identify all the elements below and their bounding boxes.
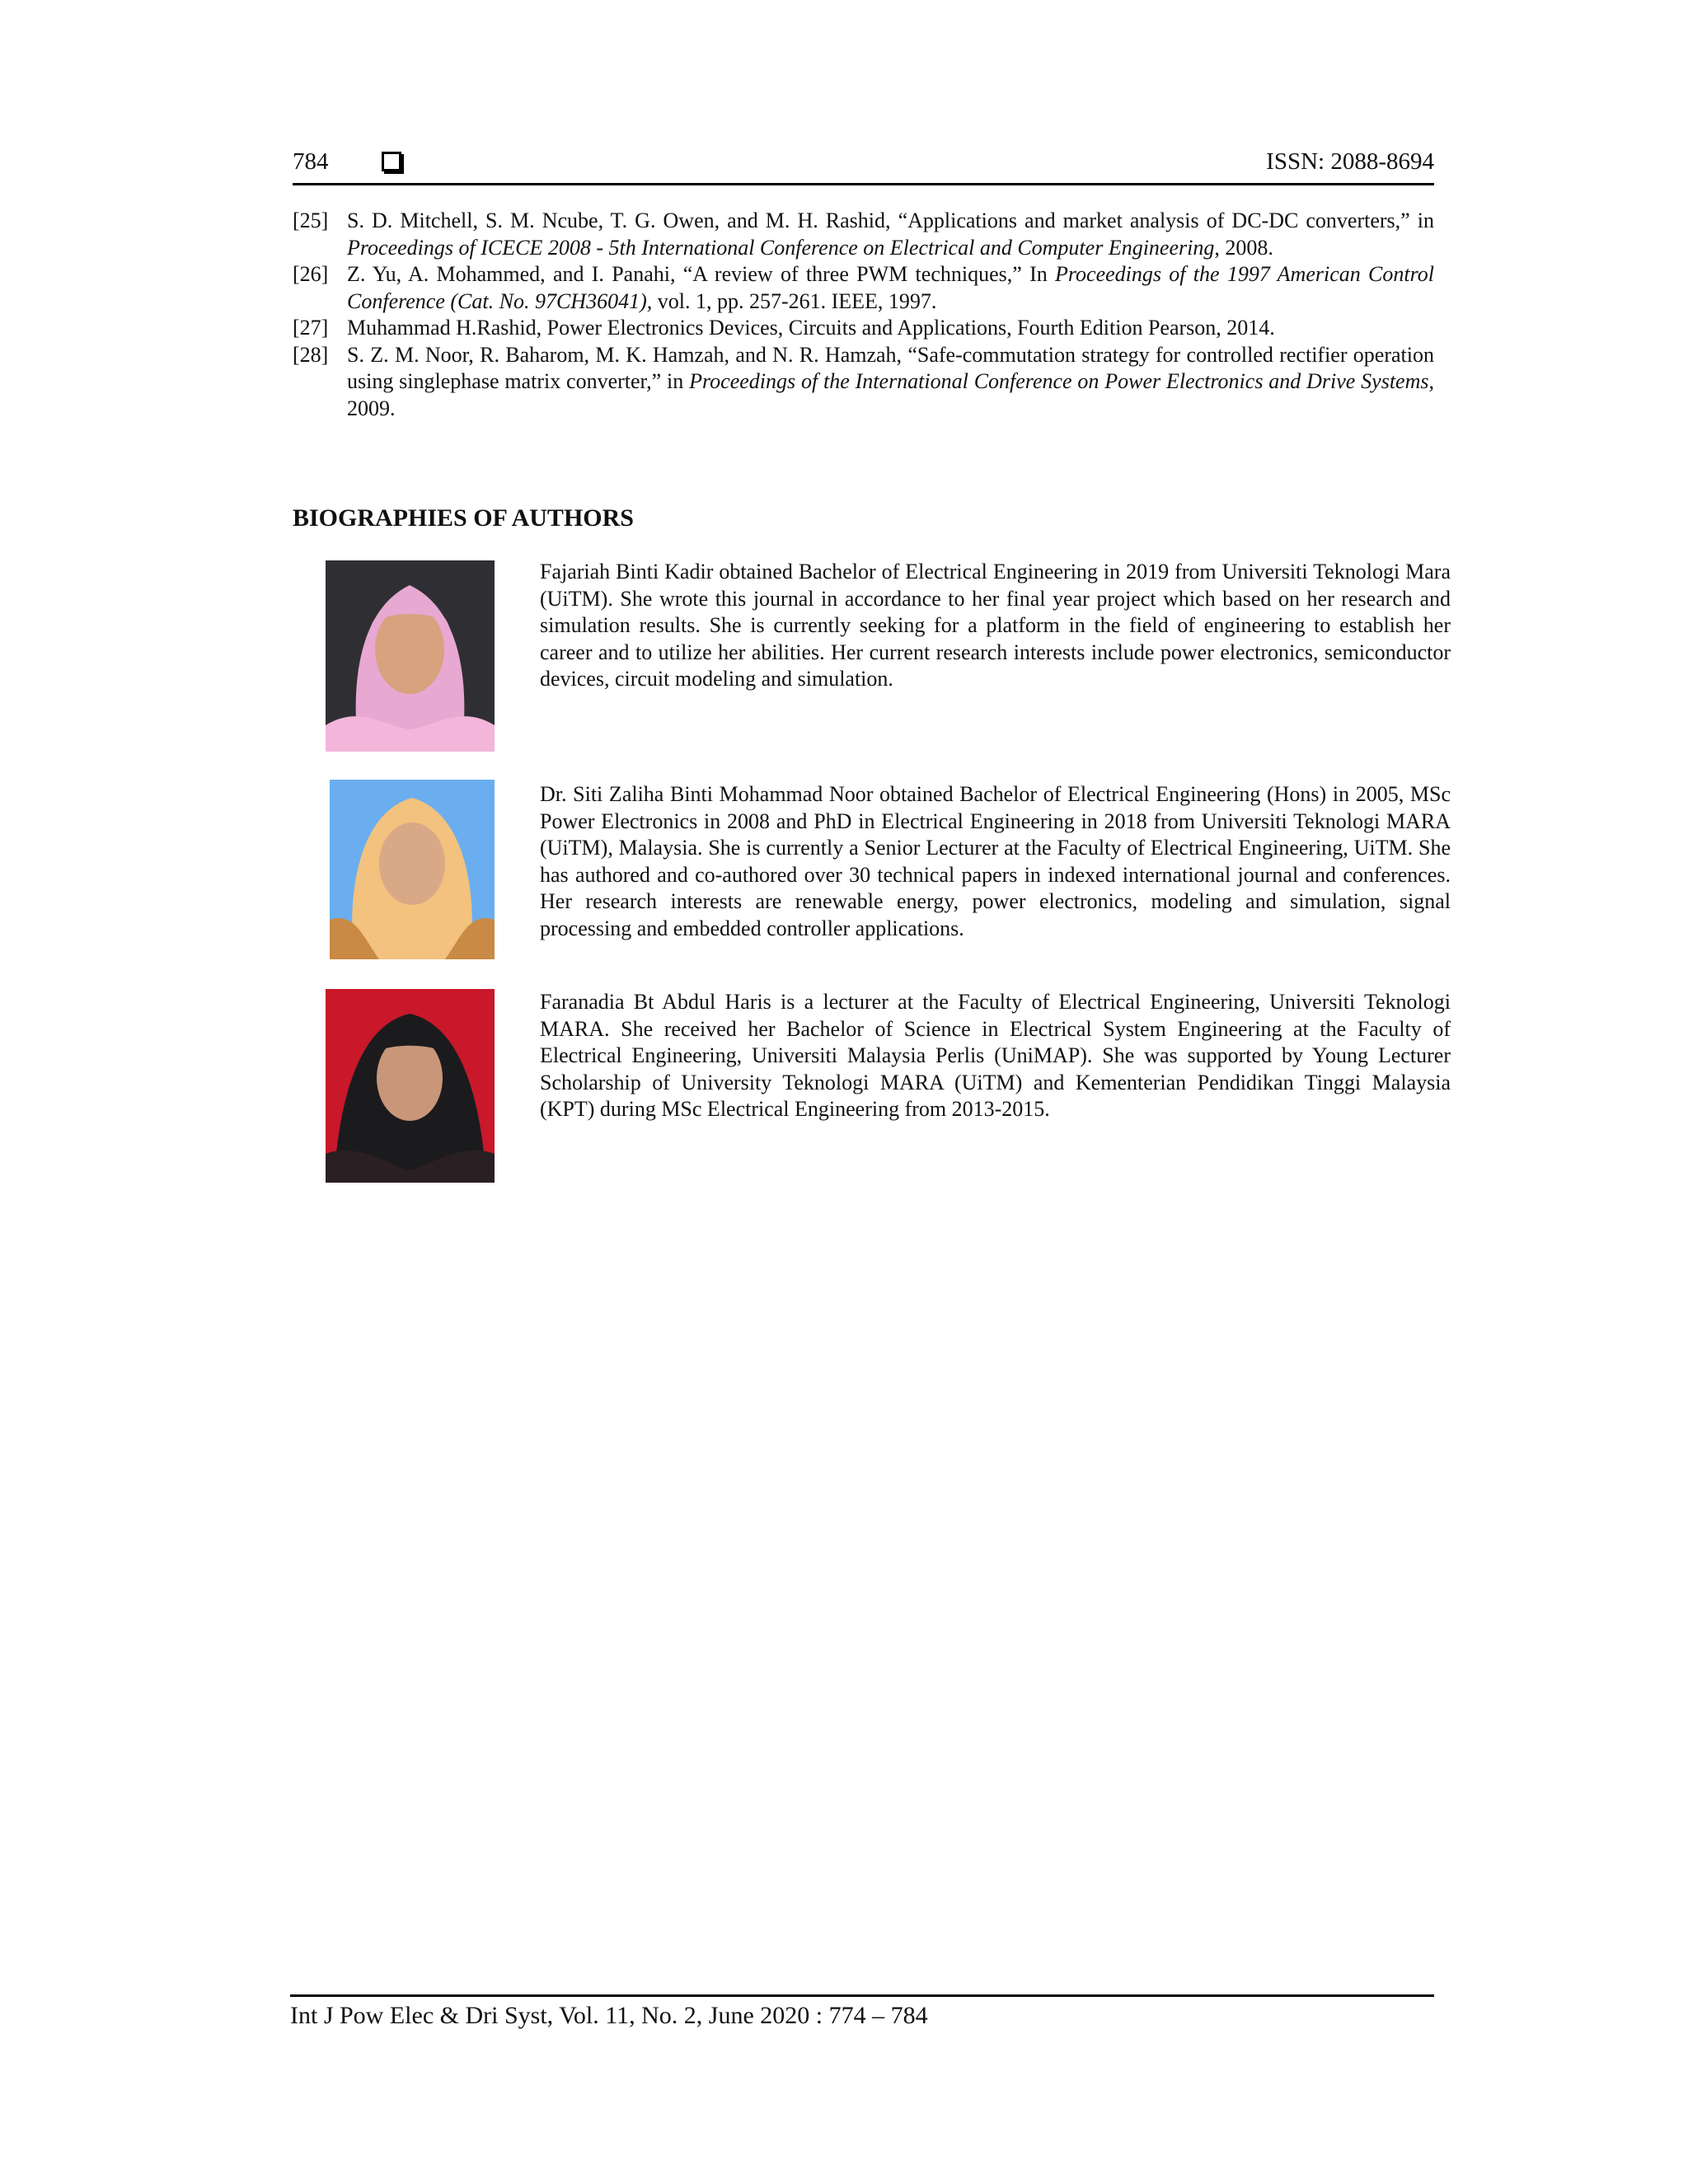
reference-item bbox=[293, 342, 1434, 423]
portrait-image bbox=[330, 780, 495, 959]
author-bio-text: Fajariah Binti Kadir obtained Bachelor of Electrical Engineering in 2019 from Universiti Teknologi Mara (UiTM). She wrote this journal in accordance to her final year project which based on her research and simulation results. She is currently seeking for a platform in the field of engineering to establish her career and to utilize her abilities. Her current research interests include power electronics, semiconductor devices, circuit modeling and simulation. bbox=[540, 560, 1451, 691]
page-footer bbox=[290, 1994, 1434, 2029]
reference-item bbox=[293, 261, 1434, 315]
author-photo bbox=[326, 560, 495, 752]
page-header bbox=[293, 148, 1434, 185]
author-bio-text: Faranadia Bt Abdul Haris is a lecturer at the Faculty of Electrical Engineering, Universiti Teknologi MARA. She received her Bachelor of Science in Electrical System Engineering at the Faculty of Electrical Engineering, Universiti Malaysia Perlis (UniMAP). She was supported by Young Lecturer Scholarship of University Teknologi MARA (UiTM) and Kementerian Pendidikan Tinggi Malaysia (KPT) during MSc Electrical Engineering from 2013-2015. bbox=[540, 990, 1451, 1121]
references-list bbox=[293, 208, 1434, 422]
biographies-heading: BIOGRAPHIES OF AUTHORS bbox=[293, 504, 634, 532]
reference-text: Z. Yu, A. Mohammed, and I. Panahi, “A review of three PWM techniques,” In Proceedings of the 1997 American Control Conference (Cat. No. 97CH36041), vol. 1, pp. 257-261. IEEE, 1997. bbox=[347, 262, 1434, 313]
reference-item bbox=[293, 315, 1434, 342]
reference-number: [28] bbox=[293, 342, 329, 367]
page-number: 784 bbox=[293, 148, 329, 175]
reference-text: Muhammad H.Rashid, Power Electronics Devices, Circuits and Applications, Fourth Edition Pearson, 2014. bbox=[347, 316, 1275, 340]
box-bullet-icon bbox=[382, 152, 401, 171]
reference-text: S. D. Mitchell, S. M. Ncube, T. G. Owen, and M. H. Rashid, “Applications and market analysis of DC-DC converters,” in Proceedings of ICECE 2008 - 5th International Conference on Electrical and Computer Engineering, 2008. bbox=[347, 209, 1434, 260]
portrait-image bbox=[326, 560, 495, 752]
reference-number: [27] bbox=[293, 316, 329, 340]
author-bio-text: Dr. Siti Zaliha Binti Mohammad Noor obtained Bachelor of Electrical Engineering (Hons) in 2005, MSc Power Electronics in 2008 and PhD in Electrical Engineering in 2018 from Universiti Teknologi MARA (UiTM), Malaysia. She is currently a Senior Lecturer at the Faculty of Electrical Engineering, UiTM. She has authored and co-authored over 30 technical papers in indexed international journal and conferences. Her research interests are renewable energy, power electronics, modeling and simulation, signal processing and embedded controller applications. bbox=[540, 782, 1451, 940]
portrait-image bbox=[326, 989, 495, 1183]
reference-text: S. Z. M. Noor, R. Baharom, M. K. Hamzah, and N. R. Hamzah, “Safe-commutation strategy for controlled rectifier operation using singlephase matrix converter,” in Proceedings of the International Conference on Power Electronics and Drive Systems, 2009. bbox=[347, 342, 1434, 420]
reference-number: [25] bbox=[293, 209, 329, 232]
journal-citation: Int J Pow Elec & Dri Syst, Vol. 11, No. 2, June 2020 : 774 – 784 bbox=[290, 2002, 928, 2029]
author-photo bbox=[326, 989, 495, 1183]
issn-label: ISSN: 2088-8694 bbox=[1266, 148, 1434, 175]
reference-number: [26] bbox=[293, 262, 329, 286]
author-photo bbox=[330, 780, 495, 959]
reference-item bbox=[293, 208, 1434, 261]
